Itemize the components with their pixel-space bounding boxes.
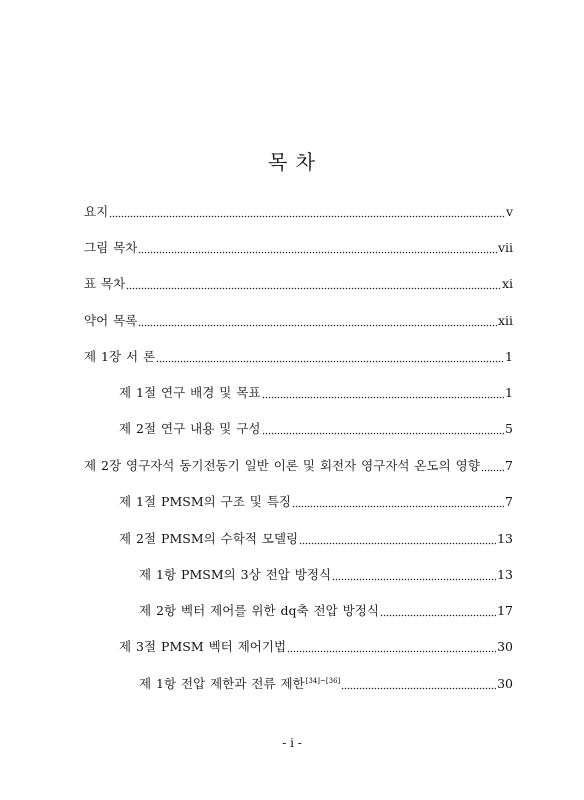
toc-entry-page: 13 <box>497 567 513 582</box>
toc-title: 목 차 <box>268 150 316 174</box>
toc-leader-dots <box>341 676 496 690</box>
page-number: - i - <box>282 736 302 750</box>
toc-entry-label-with-ref <box>139 676 340 692</box>
toc-leader-dots <box>380 603 496 617</box>
toc-entry-page: 13 <box>497 531 513 546</box>
toc-entry-ch2-sec3-item1[interactable] <box>139 672 513 692</box>
toc-entry-label: 제 1장 서 론 <box>84 349 156 364</box>
toc-entry-chapter-1[interactable] <box>84 345 513 365</box>
toc-entry-label: 제 1항 전압 제한과 전류 제한 <box>139 676 305 691</box>
toc-entry-ch1-sec1[interactable] <box>119 381 513 401</box>
toc-leader-dots <box>481 458 504 472</box>
toc-entry-page: 7 <box>505 458 513 473</box>
toc-entry-ch2-sec2-item2[interactable] <box>139 599 513 619</box>
toc-leader-dots <box>138 240 497 254</box>
toc-entry-label: 표 목차 <box>84 276 126 291</box>
toc-entry-label: 제 1절 연구 배경 및 목표 <box>119 385 261 400</box>
toc-entry-label: 제 2항 벡터 제어를 위한 dq축 전압 방정식 <box>139 603 379 618</box>
toc-entry-page: 30 <box>497 639 513 654</box>
toc-entry-label: 약어 목록 <box>84 313 138 328</box>
toc-entry-page: 7 <box>505 494 513 509</box>
toc-leader-dots <box>126 276 501 290</box>
toc-entry-label: 그림 목차 <box>84 240 138 255</box>
toc-leader-dots <box>287 639 496 653</box>
toc-leader-dots <box>292 494 504 508</box>
citation-superscript: [34]~[36] <box>305 677 341 685</box>
toc-leader-dots <box>156 349 504 363</box>
toc-entry-page: v <box>505 204 513 219</box>
toc-entry-ch2-sec2[interactable] <box>119 527 513 547</box>
toc-entry-chapter-2[interactable] <box>84 454 513 474</box>
toc-entry-page: 1 <box>505 385 513 400</box>
toc-entry-page: xi <box>501 276 513 291</box>
toc-entry-page: 30 <box>497 676 513 691</box>
toc-entry-label: 제 2절 PMSM의 수학적 모델링 <box>119 531 299 546</box>
toc-entry-page: vii <box>497 240 513 255</box>
toc-entry-ch2-sec2-item1[interactable] <box>139 563 513 583</box>
toc-leader-dots <box>262 421 505 435</box>
toc-entry-ch1-sec2[interactable] <box>119 417 513 437</box>
toc-entry-label: 제 1항 PMSM의 3상 전압 방정식 <box>139 567 332 582</box>
toc-entry-page: xii <box>497 313 513 328</box>
toc-leader-dots <box>109 204 505 218</box>
toc-leader-dots <box>299 531 496 545</box>
toc-entry-ch2-sec3[interactable] <box>119 635 513 655</box>
toc-entry-label: 제 2절 연구 내용 및 구성 <box>119 421 261 436</box>
toc-entry-ch2-sec1[interactable] <box>119 490 513 510</box>
toc-entry-label: 제 3절 PMSM 벡터 제어기법 <box>119 639 287 654</box>
toc-entry-label: 요지 <box>84 204 109 219</box>
toc-leader-dots <box>262 385 505 399</box>
toc-entry-figure-list[interactable] <box>84 236 513 256</box>
toc-entry-summary[interactable] <box>84 200 513 220</box>
toc-entry-abbreviations[interactable] <box>84 309 513 329</box>
toc-entry-label: 제 1절 PMSM의 구조 및 특징 <box>119 494 291 509</box>
toc-entry-page: 17 <box>497 603 513 618</box>
toc-entry-table-list[interactable] <box>84 272 513 292</box>
toc-entry-page: 1 <box>505 349 513 364</box>
toc-leader-dots <box>138 313 497 327</box>
toc-entry-label: 제 2장 영구자석 동기전동기 일반 이론 및 회전자 영구자석 온도의 영향 <box>84 458 480 473</box>
toc-entry-page: 5 <box>505 421 513 436</box>
toc-leader-dots <box>332 567 496 581</box>
